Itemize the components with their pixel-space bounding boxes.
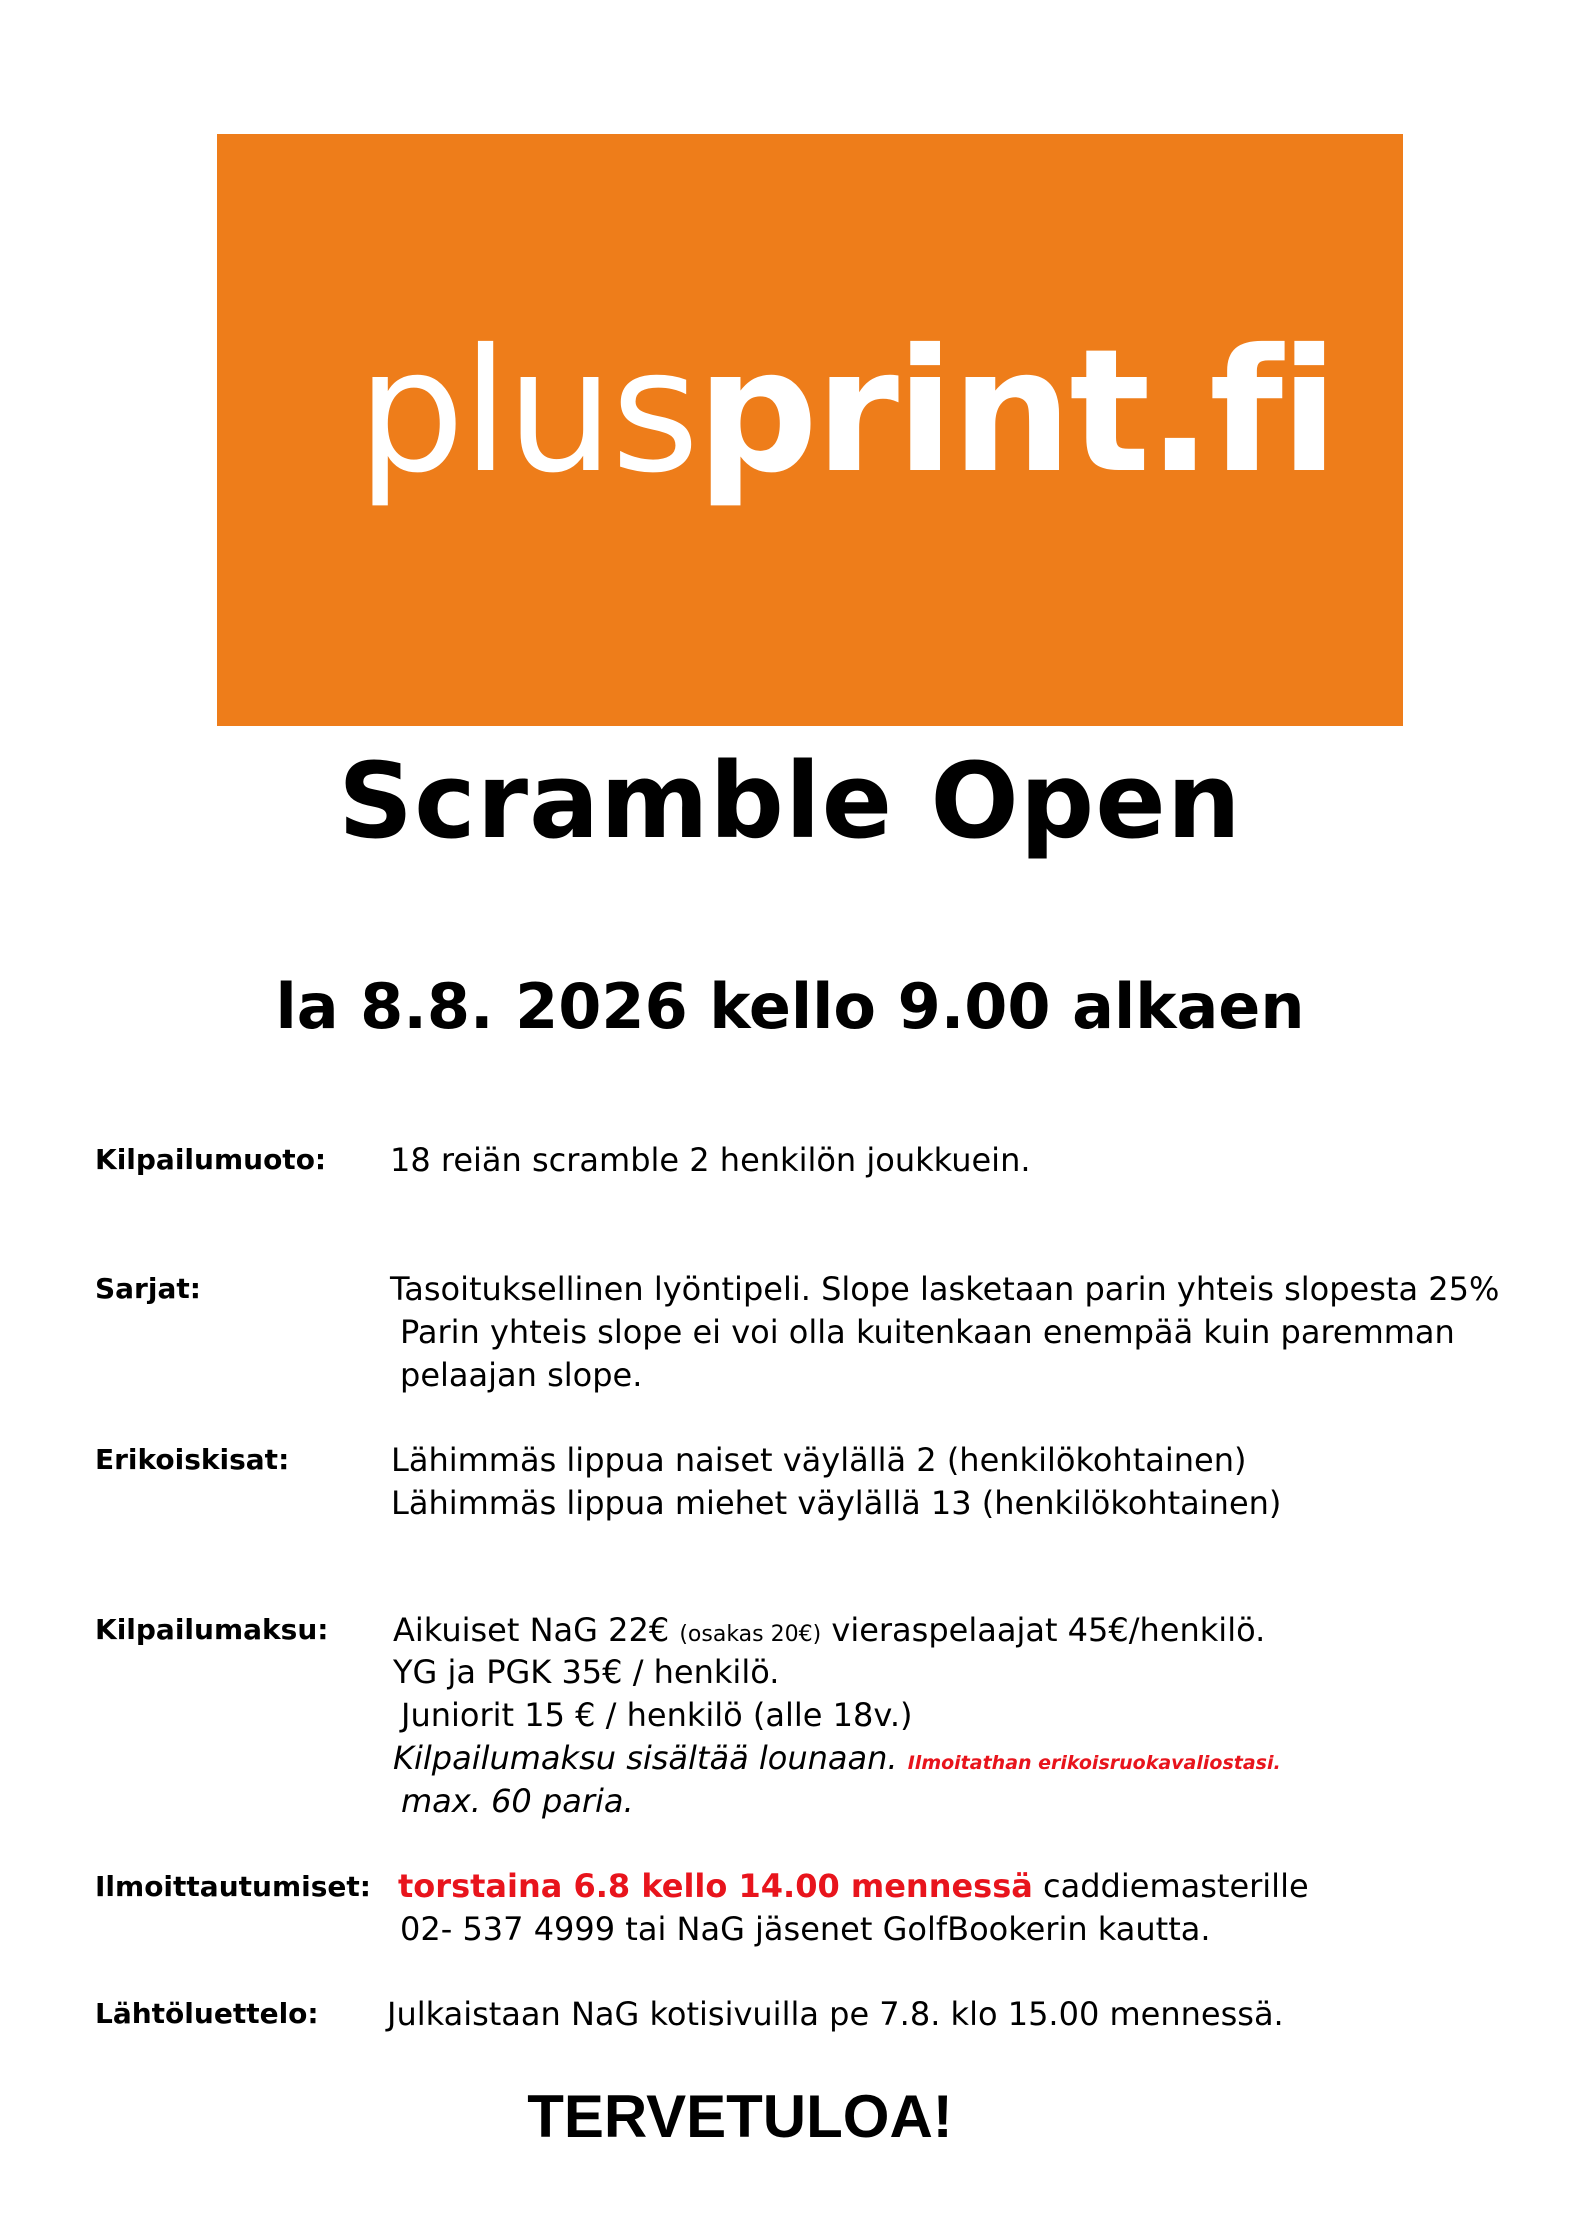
startlist-label: Lähtöluettelo:	[95, 1997, 319, 2030]
event-date: la 8.8. 2026 kello 9.00 alkaen	[275, 970, 1305, 1043]
special-label: Erikoiskisat:	[95, 1443, 290, 1476]
registration-line-1	[398, 1867, 1309, 1905]
fee-lunch-note: Kilpailumaksu sisältää lounaan.	[393, 1739, 898, 1777]
series-line-2: Parin yhteis slope ei voi olla kuitenkaan enempää kuin paremman	[400, 1313, 1455, 1351]
logo-text	[357, 313, 1336, 511]
fee-adult-text: Aikuiset NaG 22€	[393, 1611, 680, 1649]
registration-caddiemaster: caddiemasterille	[1032, 1867, 1309, 1905]
series-label: Sarjat:	[95, 1272, 201, 1305]
welcome-text: TERVETULOA!	[527, 2083, 953, 2150]
series-line-3: pelaajan slope.	[400, 1356, 643, 1394]
special-line-2: Lähimmäs lippua miehet väylällä 13 (henkilökohtainen)	[391, 1484, 1282, 1522]
plusprint-logo	[217, 134, 1403, 726]
format-label: Kilpailumuoto:	[95, 1143, 327, 1176]
logo-text-bold: print.fi	[696, 313, 1336, 511]
registration-label: Ilmoittautumiset:	[95, 1870, 371, 1903]
series-line-1: Tasoituksellinen lyöntipeli. Slope lasketaan parin yhteis slopesta 25%	[390, 1270, 1500, 1308]
special-line-1: Lähimmäs lippua naiset väylällä 2 (henkilökohtainen)	[391, 1441, 1247, 1479]
event-title: Scramble Open	[338, 740, 1242, 862]
registration-line-2: 02- 537 4999 tai NaG jäsenet GolfBookerin kautta.	[400, 1910, 1211, 1948]
fee-line-3: Juniorit 15 € / henkilö (alle 18v.)	[401, 1696, 913, 1734]
format-line-1: 18 reiän scramble 2 henkilön joukkuein.	[390, 1141, 1031, 1179]
startlist-line-1: Julkaistaan NaG kotisivuilla pe 7.8. klo 15.00 mennessä.	[387, 1995, 1284, 2033]
fee-line-5: max. 60 paria.	[401, 1782, 634, 1820]
logo-text-light: plus	[357, 313, 697, 511]
fee-label: Kilpailumaksu:	[95, 1613, 329, 1646]
registration-deadline: torstaina 6.8 kello 14.00 mennessä	[398, 1867, 1033, 1905]
fee-diet-note: Ilmoitathan erikoisruokavaliostasi.	[907, 1752, 1281, 1774]
fee-line-2: YG ja PGK 35€ / henkilö.	[393, 1653, 780, 1691]
fee-line-1	[393, 1611, 1266, 1649]
fee-member-note: (osakas 20€)	[679, 1622, 822, 1647]
fee-visitor-text: vieraspelaajat 45€/henkilö.	[821, 1611, 1266, 1649]
fee-line-4	[393, 1739, 1281, 1777]
